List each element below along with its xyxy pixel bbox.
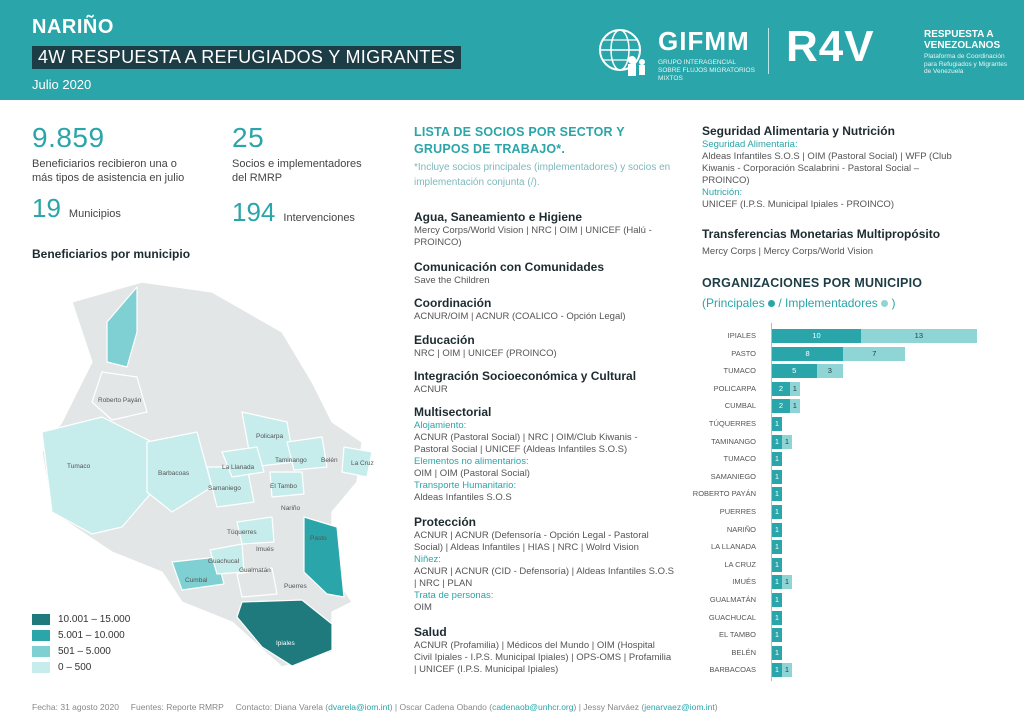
bar-principales: 1 xyxy=(772,505,782,519)
bar-row xyxy=(690,628,990,642)
bar-row xyxy=(690,611,990,625)
sector-wash xyxy=(414,210,674,249)
sector-title: Agua, Saneamiento e Higiene xyxy=(414,210,583,224)
map-label-tuquerres: Túquerres xyxy=(227,529,257,536)
bar-implementadores: 1 xyxy=(782,575,792,589)
map-title: Beneficiarios por municipio xyxy=(32,247,191,261)
bar-row xyxy=(690,452,990,466)
bar-row xyxy=(690,364,990,378)
bar-row xyxy=(690,540,990,554)
sector-body: NRC | OIM | UNICEF (PROINCO) xyxy=(414,348,557,359)
legend-swatch xyxy=(32,630,50,641)
sector-multisectorial xyxy=(414,405,674,504)
bar-row xyxy=(690,329,990,343)
bar-principales: 2 xyxy=(772,399,790,413)
map-label-puerres: Puerres xyxy=(284,583,307,590)
map-label-roberto-payan: Roberto Payán xyxy=(98,397,142,404)
bar-principales: 1 xyxy=(772,540,782,554)
legend-item xyxy=(32,659,130,675)
map-label-guachucal: Guachucal xyxy=(208,558,240,565)
sector-health xyxy=(414,625,674,676)
r4v-title: RESPUESTA A VENEZOLANOS xyxy=(924,29,1001,51)
sector-sublabel: Elementos no alimentarios: xyxy=(414,456,529,467)
bar-principales: 1 xyxy=(772,452,782,466)
sector-cash-transfers xyxy=(702,227,952,258)
map-label-barbacoas: Barbacoas xyxy=(158,470,190,477)
map-label-la-llanada: La Llanada xyxy=(222,464,255,471)
sector-title: Integración Socioeconómica y Cultural xyxy=(414,369,637,383)
bar-row xyxy=(690,347,990,361)
sector-body: Aldeas Infantiles S.O.S xyxy=(414,492,512,503)
map-label-samaniego: Samaniego xyxy=(208,485,241,492)
footer-contact: Contacto: Diana Varela xyxy=(235,702,323,712)
bar-implementadores: 13 xyxy=(861,329,977,343)
map-label-gualmatan: Gualmatán xyxy=(239,567,271,574)
legend-dot-implementadores xyxy=(881,300,888,307)
page-title: NARIÑO xyxy=(32,16,114,38)
bar-row xyxy=(690,575,990,589)
bar-principales: 1 xyxy=(772,628,782,642)
gifmm-wordmark: GIFMM xyxy=(658,26,750,56)
footer-email-link[interactable]: cadenaob@unhcr.org xyxy=(492,702,574,712)
sector-title: Coordinación xyxy=(414,296,492,310)
chart-title: ORGANIZACIONES POR MUNICIPIO xyxy=(702,276,923,290)
page-subtitle: 4W RESPUESTA A REFUGIADOS Y MIGRANTES xyxy=(32,46,461,69)
footer: Fecha: 31 agosto 2020 Fuentes: Reporte RMRP Contacto: Diana Varela (dvarela@iom.int) | Oscar Cadena Obando (cadenaob@unhcr.org) | Jessy Narváez (jenarvaez@iom.int) xyxy=(32,702,718,712)
bar-row xyxy=(690,435,990,449)
sector-body: Aldeas Infantiles S.O.S | OIM (Pastoral Social) | WFP (Club Kiwanis - Corporación Scalabrini - Pastoral Social – PROINCO) xyxy=(702,151,952,186)
map-label-ipiales: Ipiales xyxy=(276,640,295,647)
bar-implementadores: 1 xyxy=(790,399,800,413)
sector-body: ACNUR (Profamilia) | Médicos del Mundo | OIM (Hospital Civil Ipiales - I.P.S. Municipal Ipiales) | OPS-OMS | Profamilia | UNICEF (I.P.S. Municipal Ipiales) xyxy=(414,640,672,675)
bar-row xyxy=(690,663,990,677)
legend-swatch xyxy=(32,646,50,657)
sector-body: UNICEF (I.P.S. Municipal Ipiales - PROINCO) xyxy=(702,199,894,210)
bar-category-label: BARBACOAS xyxy=(709,665,756,675)
bar-principales: 1 xyxy=(772,523,782,537)
bar-row xyxy=(690,593,990,607)
sector-body: Save the Children xyxy=(414,275,490,286)
header-banner xyxy=(0,0,1024,100)
report-date: Julio 2020 xyxy=(32,77,92,92)
bar-principales: 1 xyxy=(772,470,782,484)
sector-sublabel: Seguridad Alimentaria: xyxy=(702,139,798,150)
sector-integration xyxy=(414,369,674,396)
bar-category-label: LA CRUZ xyxy=(724,559,756,569)
sector-food-security xyxy=(702,124,952,211)
bar-category-label: IMUÉS xyxy=(732,577,756,587)
interventions-number: 194 xyxy=(232,197,276,227)
sector-education xyxy=(414,333,674,360)
legend-swatch xyxy=(32,614,50,625)
bar-category-label: TUMACO xyxy=(723,454,756,464)
interventions-label: Intervenciones xyxy=(283,212,355,224)
sector-title: Transferencias Monetarias Multipropósito xyxy=(702,227,941,241)
map-label-policarpa: Policarpa xyxy=(256,433,284,440)
sector-body: Mercy Corps | Mercy Corps/World Vision xyxy=(702,246,874,257)
legend-item xyxy=(32,643,130,659)
bar-implementadores: 1 xyxy=(782,663,792,677)
sector-title: Comunicación con Comunidades xyxy=(414,260,605,274)
bar-category-label: SAMANIEGO xyxy=(710,471,756,481)
map-label-imues: Imués xyxy=(256,546,274,553)
r4v-tagline xyxy=(924,29,1014,76)
municipios-stat xyxy=(32,193,121,224)
partners-note: *Incluye socios principales (implementadores) y socios en implementación conjunta (/). xyxy=(414,162,671,188)
bar-row xyxy=(690,558,990,572)
footer-sources: Fuentes: Reporte RMRP xyxy=(130,702,224,712)
sector-title: Educación xyxy=(414,333,475,347)
bar-implementadores: 1 xyxy=(790,382,800,396)
bar-category-label: BELÉN xyxy=(731,647,756,657)
partners-title: LISTA DE SOCIOS POR SECTOR Y GRUPOS DE TRABAJO*. xyxy=(414,125,625,156)
bar-category-label: GUACHUCAL xyxy=(708,612,756,622)
bar-principales: 8 xyxy=(772,347,843,361)
municipios-number: 19 xyxy=(32,193,61,223)
legend-close: ) xyxy=(891,296,896,310)
bar-row xyxy=(690,399,990,413)
bar-implementadores: 7 xyxy=(843,347,905,361)
sector-title: Multisectorial xyxy=(414,405,492,419)
legend-label: 10.001 – 15.000 xyxy=(58,613,131,625)
map-region-taminango xyxy=(287,437,327,470)
beneficiaries-number: 9.859 xyxy=(32,122,105,153)
bar-category-label: EL TAMBO xyxy=(719,630,756,640)
bar-category-label: PASTO xyxy=(731,348,756,358)
sector-body: ACNUR | ACNUR (CID - Defensoría) | Aldeas Infantiles S.O.S | NRC | PLAN xyxy=(414,566,674,589)
municipios-label: Municipios xyxy=(68,208,121,220)
bar-principales: 10 xyxy=(772,329,861,343)
bar-category-label: ROBERTO PAYÁN xyxy=(692,489,756,499)
map-label-taminango: Taminango xyxy=(275,457,307,464)
map-label-narino: Nariño xyxy=(281,505,301,512)
bar-category-label: PUERRES xyxy=(719,507,756,516)
bar-implementadores: 1 xyxy=(782,435,792,449)
map-legend xyxy=(32,611,130,675)
legend-implementadores: / Implementadores xyxy=(778,296,878,310)
globe-people-icon xyxy=(592,26,652,78)
bar-category-label: TUMACO xyxy=(723,366,756,376)
bar-principales: 1 xyxy=(772,487,782,501)
sector-coordination xyxy=(414,296,674,323)
bar-category-label: TÚQUERRES xyxy=(708,419,756,428)
footer-date: Fecha: 31 agosto 2020 xyxy=(32,702,119,712)
footer-email-link[interactable]: dvarela@iom.int xyxy=(328,702,390,712)
sector-body: OIM xyxy=(414,602,432,613)
bar-category-label: IPIALES xyxy=(727,331,756,340)
partners-header xyxy=(414,124,676,190)
bar-row xyxy=(690,382,990,396)
sector-body: OIM | OIM (Pastoral Social) xyxy=(414,468,530,479)
sector-sublabel: Transporte Humanitario: xyxy=(414,480,517,491)
sector-body: ACNUR (Pastoral Social) | NRC | OIM/Club Kiwanis - Pastoral Social | UNICEF (Aldeas Infantiles S.O.S) xyxy=(414,432,638,455)
footer-email-link[interactable]: jenarvaez@iom.int xyxy=(644,702,715,712)
map-label-el-tambo: El Tambo xyxy=(270,483,297,490)
bar-principales: 1 xyxy=(772,575,782,589)
bar-principales: 1 xyxy=(772,417,782,431)
legend-dot-principales xyxy=(768,300,775,307)
footer-contact-2: Oscar Cadena Obando xyxy=(399,702,487,712)
partners-text: Socios e implementadores del RMRP xyxy=(232,158,362,184)
interventions-stat xyxy=(232,197,355,228)
legend-item xyxy=(32,611,130,627)
legend-label: 501 – 5.000 xyxy=(58,645,111,657)
legend-principales: (Principales xyxy=(702,296,765,310)
bar-principales: 1 xyxy=(772,558,782,572)
bar-category-label: GUALMATÁN xyxy=(709,595,756,604)
bar-principales: 1 xyxy=(772,435,782,449)
map-label-belen: Belén xyxy=(321,457,338,464)
bar-principales: 1 xyxy=(772,593,782,607)
sector-body: ACNUR | ACNUR (Defensoría - Opción Legal - Pastoral Social) | Aldeas Infantiles | HIAS | NRC | Wolrd Vision xyxy=(414,530,649,553)
bar-category-label: LA LLANADA xyxy=(710,542,756,552)
bar-principales: 5 xyxy=(772,364,817,378)
bar-row xyxy=(690,487,990,501)
map-label-cumbal: Cumbal xyxy=(185,577,208,584)
sector-sublabel: Trata de personas: xyxy=(414,590,494,601)
bar-category-label: NARIÑO xyxy=(726,524,756,534)
legend-swatch xyxy=(32,662,50,673)
bar-row xyxy=(690,523,990,537)
legend-item xyxy=(32,627,130,643)
sector-sublabel: Nutrición: xyxy=(702,187,743,198)
legend-label: 0 – 500 xyxy=(58,661,92,673)
bar-category-label: CUMBAL xyxy=(724,401,756,411)
sector-body: ACNUR xyxy=(414,384,448,395)
sector-body: ACNUR/OIM | ACNUR (COALICO - Opción Legal) xyxy=(414,311,626,322)
map-label-la-cruz: La Cruz xyxy=(351,460,374,467)
bar-category-label: POLICARPA xyxy=(713,383,756,393)
logo-divider xyxy=(768,28,769,74)
legend-label: 5.001 – 10.000 xyxy=(58,629,125,641)
bar-principales: 1 xyxy=(772,663,782,677)
sector-title: Salud xyxy=(414,625,447,639)
bar-principales: 2 xyxy=(772,382,790,396)
sector-body: Mercy Corps/World Vision | NRC | OIM | UNICEF (Halú - PROINCO) xyxy=(414,225,652,248)
r4v-logo: R4V xyxy=(786,22,875,71)
bar-implementadores: 3 xyxy=(817,364,844,378)
bar-category-label: TAMINANGO xyxy=(711,436,756,446)
bar-row xyxy=(690,505,990,519)
bar-principales: 1 xyxy=(772,646,782,660)
sector-title: Seguridad Alimentaria y Nutrición xyxy=(702,124,895,138)
bar-row xyxy=(690,417,990,431)
sector-sublabel: Alojamiento: xyxy=(414,420,467,431)
sector-communication xyxy=(414,260,674,287)
beneficiaries-text: Beneficiarios recibieron una o más tipos de asistencia en julio xyxy=(32,158,185,184)
chart-legend xyxy=(702,296,895,310)
sector-title: Protección xyxy=(414,515,477,529)
partners-number: 25 xyxy=(232,122,265,153)
bar-row xyxy=(690,470,990,484)
bar-principales: 1 xyxy=(772,611,782,625)
sector-protection xyxy=(414,515,674,614)
sector-sublabel: Niñez: xyxy=(414,554,441,565)
footer-contact-3: Jessy Narváez xyxy=(583,702,640,712)
gifmm-tagline: GRUPO INTERAGENCIAL SOBRE FLUJOS MIGRATORIOS MIXTOS xyxy=(658,59,755,82)
r4v-small: Plataforma de Coordinación para Refugiados y Migrantes de Venezuela xyxy=(924,53,1008,75)
map-label-tumaco: Tumaco xyxy=(67,463,91,470)
bar-row xyxy=(690,646,990,660)
gifmm-logo xyxy=(592,26,762,80)
map-label-pasto: Pasto xyxy=(310,535,327,542)
